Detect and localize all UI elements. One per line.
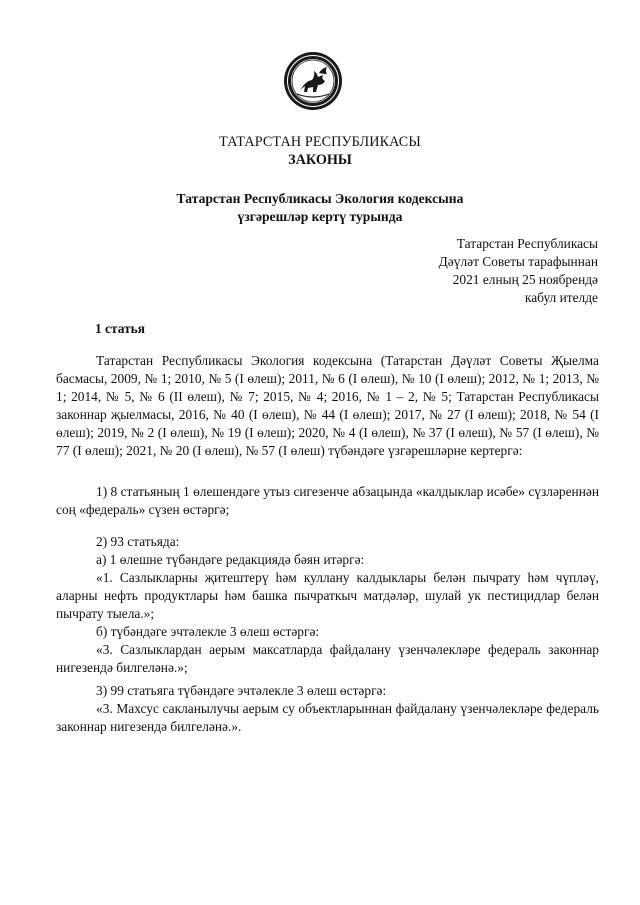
item-2a-text: «1. Сазлыкларны җитештерү һәм куллану калдыклары белән пычрату һәм чүпләү, аларны нефть продуктлары һәм башка пычраткыч матдәләр, шулай ук пестицидлар белән пычрату тыела.»;: [56, 570, 599, 621]
item-3-block: [56, 682, 599, 736]
article-intro-block: [56, 352, 599, 460]
adoption-block: [439, 235, 598, 307]
item-2-heading: 2) 93 статьяда:: [96, 534, 180, 549]
law-heading: ЗАКОНЫ: [288, 152, 352, 168]
adoption-date: 2021 елның 25 ноябрендә: [452, 272, 598, 287]
item-1: 1) 8 статьяның 1 өлешендәге утыз сигезенче абзацында «калдыклар исәбе» сүзләреннән соң «федераль» сүзен өстәргә;: [56, 484, 599, 517]
item-3-heading: 3) 99 статьяга түбәндәге эчтәлекле 3 өлеш өстәргә:: [96, 683, 387, 698]
item-2b-instruction: б) түбәндәге эчтәлекле 3 өлеш өстәргә:: [96, 624, 320, 639]
republic-heading: ТАТАРСТАН РЕСПУБЛИКАСЫ: [219, 134, 421, 150]
item-2-block: [56, 533, 599, 677]
law-title-line-2: үзгәрешләр кертү турында: [237, 209, 403, 224]
tatarstan-emblem-icon: [283, 51, 343, 111]
adoption-line-1: Татарстан Республикасы: [456, 236, 598, 251]
item-3-text: «3. Махсус сакланылучы аерым су объектларыннан файдалану үзенчәлекләре федераль законнар нигезендә билгеләнә.».: [56, 701, 599, 734]
law-title-line-1: Татарстан Республикасы Экология кодексына: [176, 191, 464, 206]
adoption-line-2: Дәүләт Советы тарафыннан: [438, 254, 598, 269]
item-2b-text: «3. Сазлыклардан аерым максатларда файдалану үзенчәлекләре федераль законнар нигезендә билгеләнә.»;: [56, 642, 599, 675]
adoption-line-4: кабул ителде: [524, 290, 598, 305]
article-intro: Татарстан Республикасы Экология кодексына (Татарстан Дәүләт Советы Җыелма басмасы, 2009, № 1; 2010, № 5 (I өлеш); 2011, № 6 (I өлеш), № 10 (I өлеш); 2012, № 1; 2013, № 1; 2014, № 5, № 6 (II өлеш), № 7; 2015, № 4; 2016, № 1 – 2, № 5; Татарстан Республикасы законнар җыелмасы, 2016, № 40 (I өлеш), № 44 (I өлеш); 2017, № 27 (I өлеш); 2018, № 54 (I өлеш); 2019, № 2 (I өлеш), № 19 (I өлеш); 2020, № 4 (I өлеш), № 37 (I өлеш), № 57 (I өлеш), № 77 (I өлеш); 2021, № 20 (I өлеш), № 57 (I өлеш) түбәндәге үзгәрешләрне кертергә:: [56, 353, 599, 458]
article-heading: 1 статья: [95, 321, 145, 336]
item-2a-instruction: а) 1 өлешне түбәндәге редакциядә бәян итәргә:: [96, 552, 365, 567]
item-1-block: [56, 483, 599, 519]
